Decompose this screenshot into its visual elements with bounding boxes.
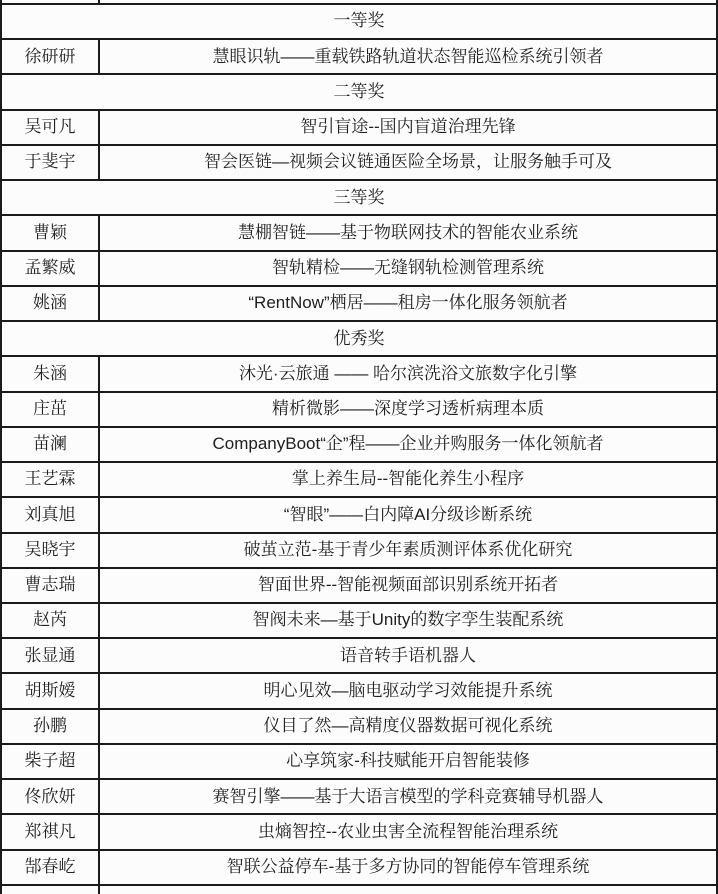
cropped-project-cell-bottom	[100, 886, 716, 894]
cropped-name-cell-bottom	[2, 886, 100, 894]
winner-name-cell: 吴可凡	[2, 111, 100, 144]
winner-name-cell: 孟繁威	[2, 252, 100, 285]
winner-name-cell: 徐研研	[2, 40, 100, 73]
project-title-cell: 慧棚智链——基于物联网技术的智能农业系统	[238, 222, 578, 242]
winner-name-cell: 刘真旭	[2, 498, 100, 531]
winner-row	[2, 393, 716, 428]
winner-row	[2, 463, 716, 498]
cropped-row-bottom	[2, 886, 716, 894]
winner-row	[2, 569, 716, 604]
winner-row	[2, 780, 716, 815]
project-title-cell: 智引盲途--国内盲道治理先锋	[300, 117, 516, 137]
winner-name-cell: 郜春屹	[2, 851, 100, 884]
winner-name-cell: 苗澜	[2, 428, 100, 461]
project-title-cell: 赛智引擎——基于大语言模型的学科竞赛辅导机器人	[212, 786, 604, 806]
winner-row	[2, 710, 716, 745]
project-title-cell: 语音转手语机器人	[340, 645, 476, 665]
winner-name-cell: 柴子超	[2, 745, 100, 778]
winner-row	[2, 146, 716, 181]
winner-name-cell: 胡斯嫒	[2, 674, 100, 707]
winner-name-cell: 朱涵	[2, 357, 100, 390]
winner-name-cell: 曹颖	[2, 216, 100, 249]
award-section-header-row	[2, 322, 716, 357]
project-title-cell: 智阀未来—基于Unity的数字孪生装配系统	[252, 610, 564, 630]
winner-row	[2, 851, 716, 886]
project-title-cell: 心享筑家-科技赋能开启智能装修	[286, 751, 530, 771]
winner-name-cell: 姚涵	[2, 287, 100, 320]
project-title-cell: 掌上养生局--智能化养生小程序	[291, 469, 525, 489]
winner-row	[2, 357, 716, 392]
project-title-cell: 精析微影——深度学习透析病理本质	[272, 399, 544, 418]
project-title-cell: 仪目了然—高精度仪器数据可视化系统	[263, 716, 553, 736]
project-title-cell: 智面世界--智能视频面部识别系统开拓者	[257, 575, 559, 595]
winner-name-cell: 吴晓宇	[2, 534, 100, 567]
award-section-header-row	[2, 75, 716, 110]
winner-row	[2, 745, 716, 780]
winner-row	[2, 216, 716, 251]
project-title-cell: CompanyBoot“企”程——企业并购服务一体化领航者	[212, 434, 604, 454]
project-title-cell: 沐光·云旅通 —— 哈尔滨洗浴文旅数字化引擎	[238, 363, 578, 383]
winner-row	[2, 252, 716, 287]
winner-name-cell: 于斐宇	[2, 146, 100, 179]
winner-name-cell: 郑祺凡	[2, 815, 100, 848]
winner-name-cell: 赵芮	[2, 604, 100, 637]
winner-row	[2, 604, 716, 639]
project-title-cell: “RentNow”栖居——租房一体化服务领航者	[248, 293, 568, 313]
winner-name-cell: 佟欣妍	[2, 780, 100, 813]
winner-name-cell: 孙鹏	[2, 710, 100, 743]
award-section-header-row	[2, 5, 716, 40]
winner-row	[2, 287, 716, 322]
award-section-title: 一等奖	[333, 11, 385, 31]
winner-row	[2, 639, 716, 674]
winner-row	[2, 674, 716, 709]
winner-name-cell: 张显通	[2, 639, 100, 672]
award-section-title: 二等奖	[333, 81, 385, 101]
project-title-cell: 明心见效—脑电驱动学习效能提升系统	[263, 680, 553, 700]
project-title-cell: 慧眼识轨——重载铁路轨道状态智能巡检系统引领者	[212, 46, 604, 66]
winner-row	[2, 815, 716, 850]
winner-row	[2, 428, 716, 463]
project-title-cell: 虫熵智控--农业虫害全流程智能治理系统	[257, 821, 559, 841]
award-section-header-row	[2, 181, 716, 216]
cropped-project-cell-top	[100, 0, 716, 3]
award-section-title: 三等奖	[333, 187, 385, 207]
winner-name-cell: 庄茁	[2, 393, 100, 426]
project-title-cell: “智眼”——白内障AI分级诊断系统	[283, 504, 533, 524]
project-title-cell: 智联公益停车-基于多方协同的智能停车管理系统	[226, 857, 590, 877]
cropped-name-cell-top	[2, 0, 100, 3]
winner-name-cell: 王艺霖	[2, 463, 100, 496]
award-section-title: 优秀奖	[333, 328, 385, 348]
winner-name-cell: 曹志瑞	[2, 569, 100, 602]
winner-row	[2, 534, 716, 569]
project-title-cell: 智轨精检——无缝钢轨检测管理系统	[272, 258, 544, 278]
project-title-cell: 智会医链—视频会议链通医险全场景，让服务触手可及	[204, 152, 612, 172]
winner-row	[2, 111, 716, 146]
winner-row	[2, 40, 716, 75]
project-title-cell: 破茧立范-基于青少年素质测评体系优化研究	[243, 539, 573, 559]
winner-row	[2, 498, 716, 533]
